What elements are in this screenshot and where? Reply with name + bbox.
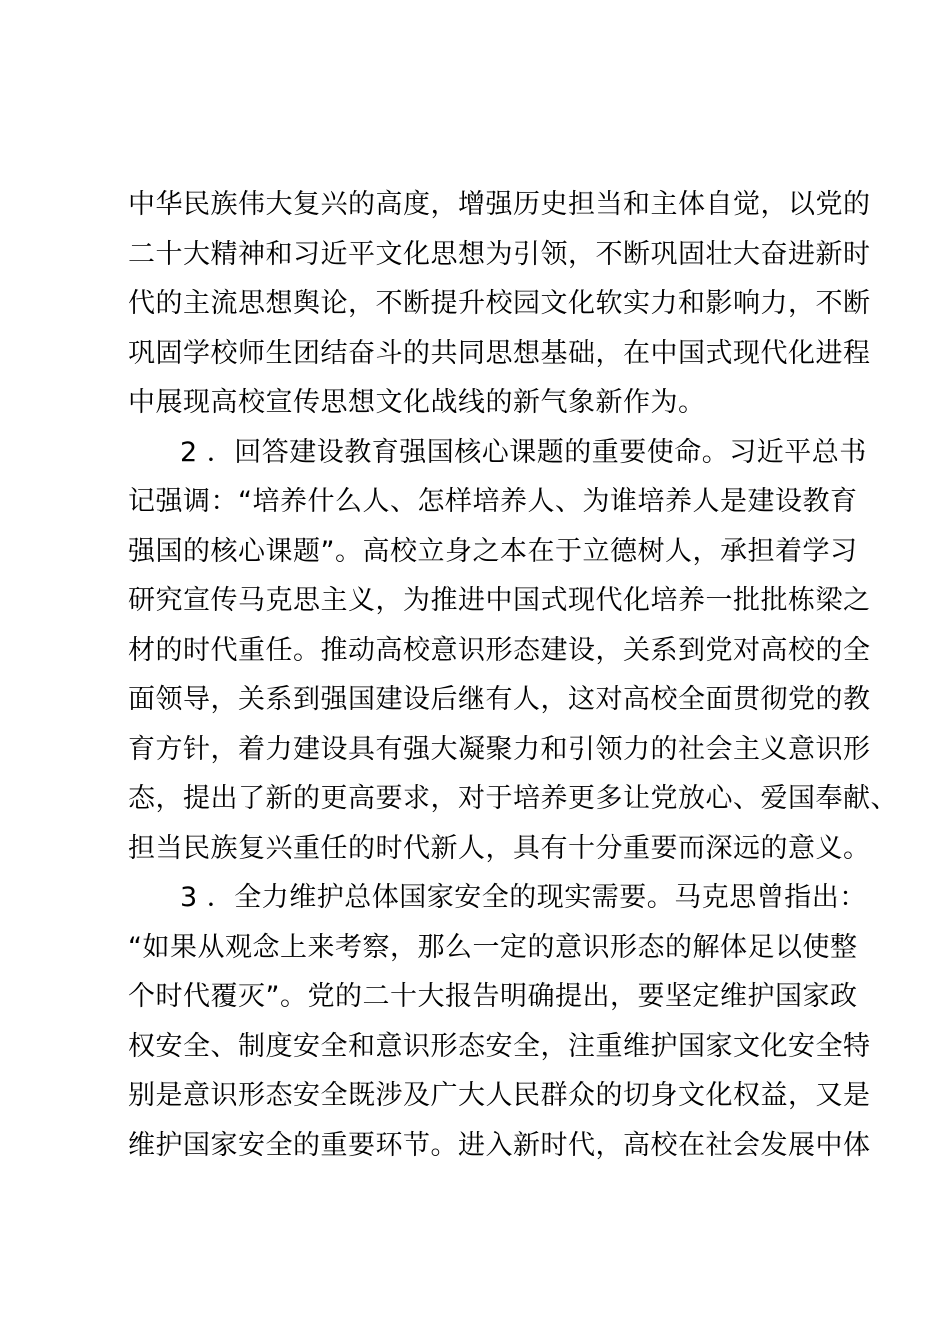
text-line: 中华民族伟大复兴的高度，增强历史担当和主体自觉，以党的 — [128, 189, 871, 220]
text-line: 别是意识形态安全既涉及广大人民群众的切身文化权益，又是 — [128, 1080, 871, 1111]
paragraph-3-first-line: 3 ．全力维护总体国家安全的现实需要。马克思曾指出： — [180, 882, 867, 913]
paragraph-2-first-line: 2 ．回答建设教育强国核心课题的重要使命。习近平总书 — [180, 436, 867, 468]
text-line: 二十大精神和习近平文化思想为引领，不断巩固壮大奋进新时 — [128, 238, 871, 270]
text-line: 权安全、制度安全和意识形态安全，注重维护国家文化安全特 — [128, 1030, 871, 1062]
text-line: 个时代覆灭”。党的二十大报告明确提出，要坚定维护国家政 — [128, 981, 858, 1012]
document-body — [128, 180, 898, 1170]
text-line: 巩固学校师生团结奋斗的共同思想基础，在中国式现代化进程 — [128, 337, 871, 369]
text-line: 代的主流思想舆论，不断提升校园文化软实力和影响力，不断 — [128, 288, 871, 319]
text-line: 育方针，着力建设具有强大凝聚力和引领力的社会主义意识形 — [128, 733, 871, 765]
text-line: 中展现高校宣传思想文化战线的新气象新作为。 — [128, 387, 706, 418]
text-line: 记强调：“培养什么人、怎样培养人、为谁培养人是建设教育 — [128, 486, 858, 517]
text-line: 态，提出了新的更高要求，对于培养更多让党放心、爱国奉献、 — [128, 783, 898, 814]
text-line: 维护国家安全的重要环节。进入新时代，高校在社会发展中体 — [128, 1129, 871, 1161]
text-line: 研究宣传马克思主义，为推进中国式现代化培养一批批栋梁之 — [128, 585, 871, 616]
text-line: 强国的核心课题”。高校立身之本在于立德树人，承担着学习 — [128, 535, 858, 567]
text-line: 材的时代重任。推动高校意识形态建设，关系到党对高校的全 — [128, 634, 871, 666]
text-line: “如果从观念上来考察，那么一定的意识形态的解体足以使整 — [128, 931, 858, 963]
text-line: 担当民族复兴重任的时代新人，具有十分重要而深远的意义。 — [128, 832, 871, 864]
text-line: 面领导，关系到强国建设后继有人，这对高校全面贯彻党的教 — [128, 684, 871, 715]
